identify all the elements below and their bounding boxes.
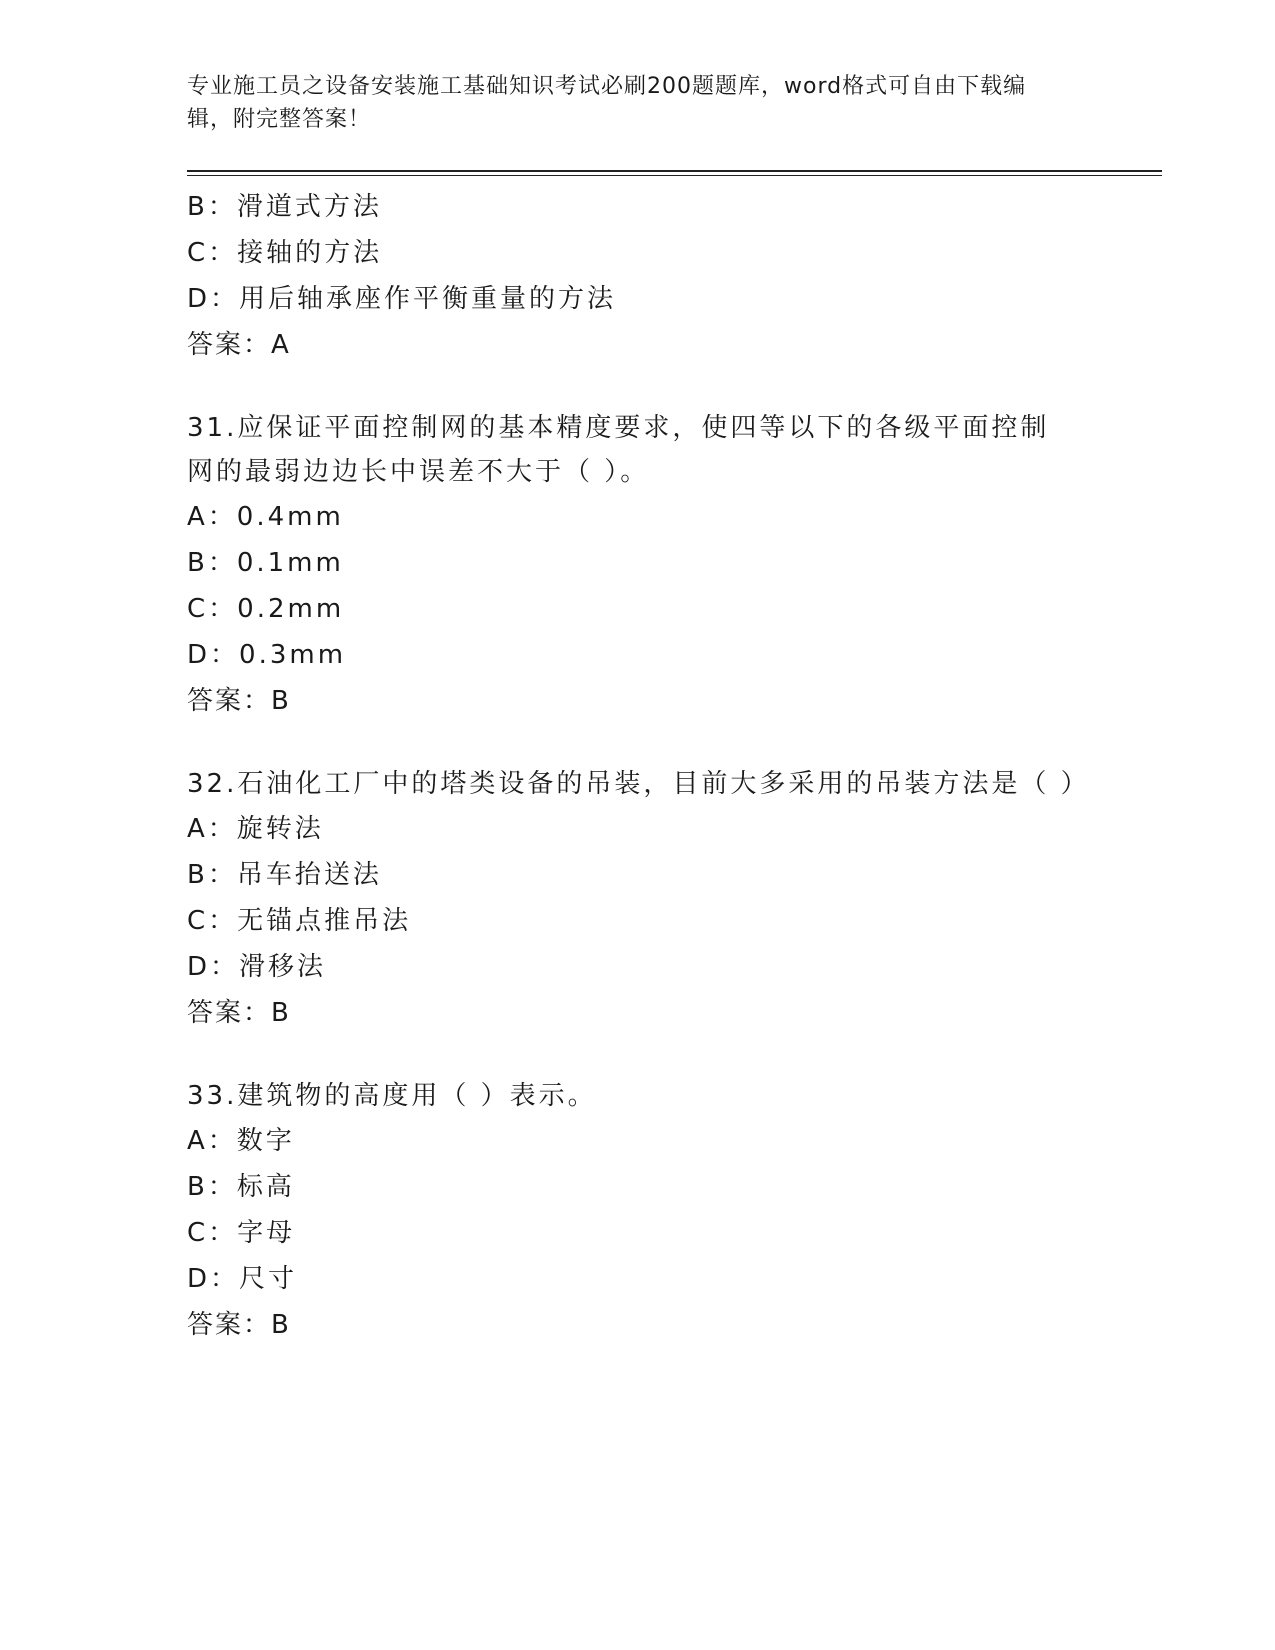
answer-line: 答案：A: [187, 330, 291, 360]
option-d: D：用后轴承座作平衡重量的方法: [187, 284, 617, 314]
answer-line: 答案：B: [187, 686, 291, 716]
option-b: B：标高: [187, 1172, 295, 1202]
option-b: B：0.1mm: [187, 548, 344, 578]
option-a: A：数字: [187, 1126, 295, 1156]
question-stem: 31.应保证平面控制网的基本精度要求，使四等以下的各级平面控制网的最弱边边长中误差不大于（ ）。: [187, 413, 1050, 487]
option-c: C：字母: [187, 1218, 296, 1248]
question-31: [187, 406, 1162, 724]
question-33: [187, 1074, 1162, 1348]
page-header: 专业施工员之设备安装施工基础知识考试必刷200题题库，word格式可自由下载编辑，附完整答案！: [187, 74, 1027, 132]
option-a: A：0.4mm: [187, 502, 344, 532]
option-c: C：0.2mm: [187, 594, 345, 624]
question-30-continued: [187, 184, 1162, 368]
answer-line: 答案：B: [187, 1310, 291, 1340]
option-b: B：滑道式方法: [187, 192, 382, 222]
question-32: [187, 762, 1162, 1036]
document-page: [187, 70, 1162, 1348]
question-stem: 33.建筑物的高度用（ ）表示。: [187, 1081, 597, 1111]
option-c: C：接轴的方法: [187, 238, 383, 268]
option-d: D：滑移法: [187, 952, 327, 982]
option-c: C：无锚点推吊法: [187, 906, 412, 936]
question-stem: 32.石油化工厂中的塔类设备的吊装，目前大多采用的吊装方法是（ ）: [187, 769, 1090, 799]
option-d: D：尺寸: [187, 1264, 298, 1294]
question-content: [187, 184, 1162, 1348]
option-a: A：旋转法: [187, 814, 324, 844]
option-b: B：吊车抬送法: [187, 860, 382, 890]
answer-line: 答案：B: [187, 998, 291, 1028]
option-d: D：0.3mm: [187, 640, 347, 670]
header-divider: [187, 170, 1162, 176]
